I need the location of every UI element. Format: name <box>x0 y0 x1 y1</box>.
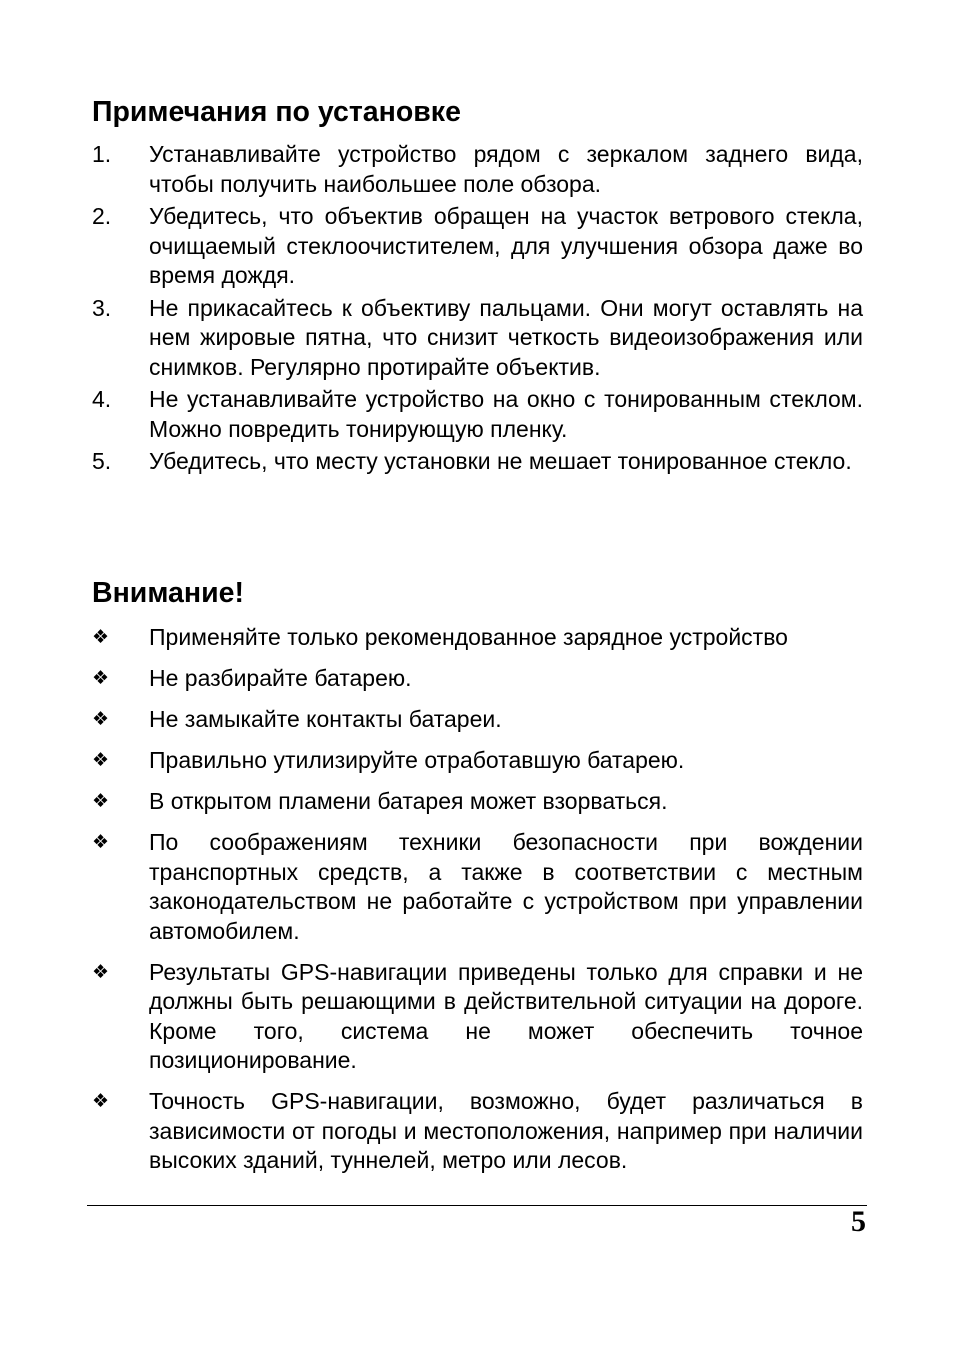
list-item <box>92 294 863 383</box>
list-item-text: Применяйте только рекомендованное зарядное устройство <box>149 624 788 650</box>
list-item <box>92 385 863 444</box>
diamond-bullet-icon: ❖ <box>92 626 110 648</box>
diamond-bullet-icon: ❖ <box>92 790 110 812</box>
list-item <box>92 1087 863 1176</box>
install-notes-heading: Примечания по установке <box>92 96 461 128</box>
diamond-bullet-icon: ❖ <box>92 749 110 771</box>
list-item <box>92 958 863 1076</box>
diamond-bullet-icon: ❖ <box>92 1090 110 1112</box>
list-item-text: По соображениям техники безопасности при вождении транспортных средств, а также в соответствии с местным законодательством не работайте с устройством при управлении автомобилем. <box>149 829 863 944</box>
warning-list <box>92 623 863 1187</box>
list-item-text: Устанавливайте устройство рядом с зеркалом заднего вида, чтобы получить наибольшее поле обзора. <box>149 141 863 197</box>
install-notes-list <box>92 140 863 480</box>
list-item-text: Убедитесь, что месту установки не мешает тонированное стекло. <box>149 448 852 474</box>
list-item-text: Не прикасайтесь к объективу пальцами. Они могут оставлять на нем жировые пятна, что снизит четкость видеоизображения или снимков. Регулярно протирайте объектив. <box>149 294 863 380</box>
list-number: 3. <box>92 294 112 321</box>
list-item-text: Правильно утилизируйте отработавшую батарею. <box>149 747 685 773</box>
list-number: 5. <box>92 448 112 474</box>
diamond-bullet-icon: ❖ <box>92 960 110 983</box>
list-item-text: Убедитесь, что объектив обращен на участок ветрового стекла, очищаемый стеклоочистителем, для улучшения обзора даже во время дождя. <box>149 203 863 288</box>
diamond-bullet-icon: ❖ <box>92 708 110 730</box>
list-item-text: Не разбирайте батарею. <box>149 665 412 691</box>
list-item <box>92 828 863 946</box>
footer-divider <box>87 1205 867 1206</box>
list-number: 4. <box>92 386 112 412</box>
list-item-text: Не устанавливайте устройство на окно с тонированным стеклом. Можно повредить тонирующую пленку. <box>149 386 863 442</box>
page-number: 5 <box>851 1205 866 1238</box>
list-item <box>92 623 863 653</box>
list-item-text: Результаты GPS-навигации приведены только для справки и не должны быть решающими в действительной ситуации на дороге. Кроме того, система не может обеспечить точное позиционирование. <box>149 958 863 1073</box>
list-item-text: Точность GPS-навигации, возможно, будет различаться в зависимости от погоды и местоположения, например при наличии высоких зданий, туннелей, метро или лесов. <box>149 1088 863 1173</box>
list-item <box>92 787 863 817</box>
list-item <box>92 202 863 291</box>
list-item <box>92 447 863 477</box>
diamond-bullet-icon: ❖ <box>92 667 110 689</box>
diamond-bullet-icon: ❖ <box>92 831 110 853</box>
list-number: 1. <box>92 141 112 167</box>
list-item <box>92 746 863 776</box>
list-item <box>92 140 863 199</box>
list-item <box>92 664 863 694</box>
list-item-text: Не замыкайте контакты батареи. <box>149 706 502 732</box>
list-number: 2. <box>92 203 112 229</box>
warning-heading: Внимание! <box>92 577 244 609</box>
list-item-text: В открытом пламени батарея может взорваться. <box>149 788 668 814</box>
list-item <box>92 705 863 735</box>
